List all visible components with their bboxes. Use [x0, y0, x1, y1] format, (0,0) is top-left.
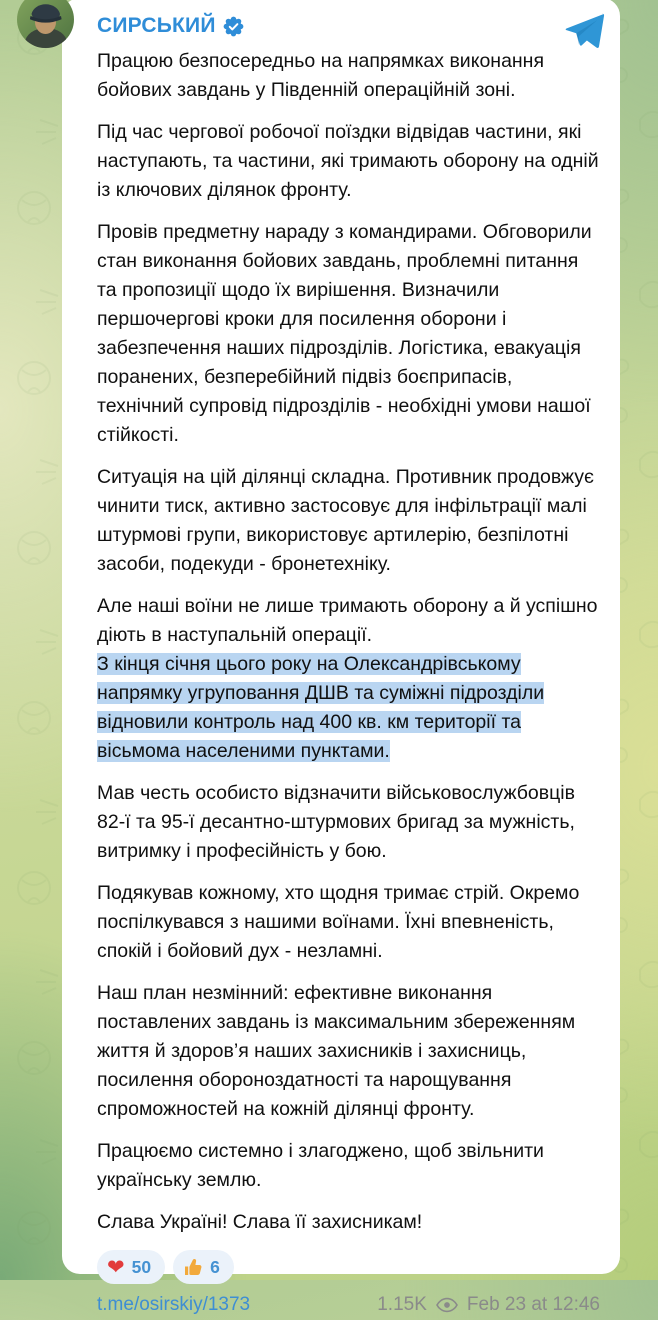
verified-badge-icon: [223, 16, 244, 37]
view-count: 1.15K: [377, 1294, 427, 1315]
message-paragraph: [97, 879, 602, 966]
message-paragraph: [97, 592, 602, 766]
reaction-count: 50: [131, 1256, 152, 1277]
paragraph-text: Слава Україні! Слава її захисникам!: [97, 1211, 423, 1233]
message-paragraph: [97, 47, 602, 105]
message-footer: [97, 1294, 600, 1320]
paragraph-text: Мав честь особисто відзначити військовослужбовців 82-ї та 95-ї десантно-штурмових бригад за мужність, витримку і професійність у бою.: [97, 782, 575, 862]
heart-icon: ❤: [107, 1254, 125, 1279]
paragraph-text: Працюємо системно і злагоджено, щоб звільнити українську землю.: [97, 1140, 544, 1191]
highlighted-text: З кінця січня цього року на Олександрівському напрямку угруповання ДШВ та суміжні підрозділи відновили контроль над 400 кв. км території та вісьмома населеними пунктами.: [97, 653, 545, 762]
telegram-logo-icon[interactable]: [564, 12, 606, 50]
message-header: [97, 14, 600, 38]
post-link[interactable]: t.me/osirskiy/1373: [97, 1294, 251, 1315]
paragraph-text: Наш план незмінний: ефективне виконання поставлених завдань із максимальним збереженням життя й здоров’я наших захисників і захисниць, посилення обороноздатності та нарощування спроможностей на кожній ділянці фронту.: [97, 982, 576, 1120]
message-bubble: [62, 0, 620, 1315]
avatar[interactable]: [17, 0, 74, 48]
reaction-pill[interactable]: [173, 1250, 234, 1284]
message-paragraph: [97, 1137, 602, 1195]
message-body: [97, 47, 602, 1250]
paragraph-text: Працюю безпосередньо на напрямках виконання бойових завдань у Південній операційній зоні.: [97, 50, 545, 101]
reaction-pill[interactable]: [97, 1250, 165, 1284]
message-paragraph: [97, 979, 602, 1124]
reactions-row: [97, 1250, 600, 1284]
message-paragraph: [97, 1208, 602, 1237]
avatar-photo: [17, 0, 74, 48]
message-paragraph: [97, 118, 602, 205]
reaction-count: 6: [210, 1256, 220, 1277]
message-paragraph: [97, 218, 602, 450]
paragraph-text: Ситуація на цій ділянці складна. Противник продовжує чинити тиск, активно застосовує для інфільтрації малі штурмові групи, використовує артилерію, безпілотні засоби, подекуди - бронетехніку.: [97, 466, 594, 575]
message-paragraph: [97, 463, 602, 579]
paragraph-text: Провів предметну нараду з командирами. Обговорили стан виконання бойових завдань, проблемні питання та пропозиції щодо їх вирішення. Визначили першочергові кроки для посилення оборони і забезпечення наших підрозділів. Логістика, евакуація поранених, безперебійний підвіз боєприпасів, технічний супровід підрозділів - необхідні умови нашої стійкості.: [97, 221, 592, 446]
message-meta: [377, 1294, 600, 1316]
paragraph-text: Під час чергової робочої поїздки відвідав частини, які наступають, та частини, які тримають оборону на одній із ключових ділянок фронту.: [97, 121, 599, 201]
paragraph-text: Подякував кожному, хто щодня тримає стрій. Окремо поспілкувався з нашими воїнами. Їхні впевненість, спокій і бойовий дух - незламні.: [97, 882, 580, 962]
thumbs-up-icon: [183, 1257, 203, 1277]
channel-name[interactable]: СИРСЬКИЙ: [97, 14, 216, 37]
message-paragraph: [97, 779, 602, 866]
eye-icon: [436, 1297, 458, 1313]
timestamp: Feb 23 at 12:46: [466, 1294, 600, 1315]
paragraph-text: Але наші воїни не лише тримають оборону а й успішно діють в наступальній операції.: [97, 595, 598, 646]
